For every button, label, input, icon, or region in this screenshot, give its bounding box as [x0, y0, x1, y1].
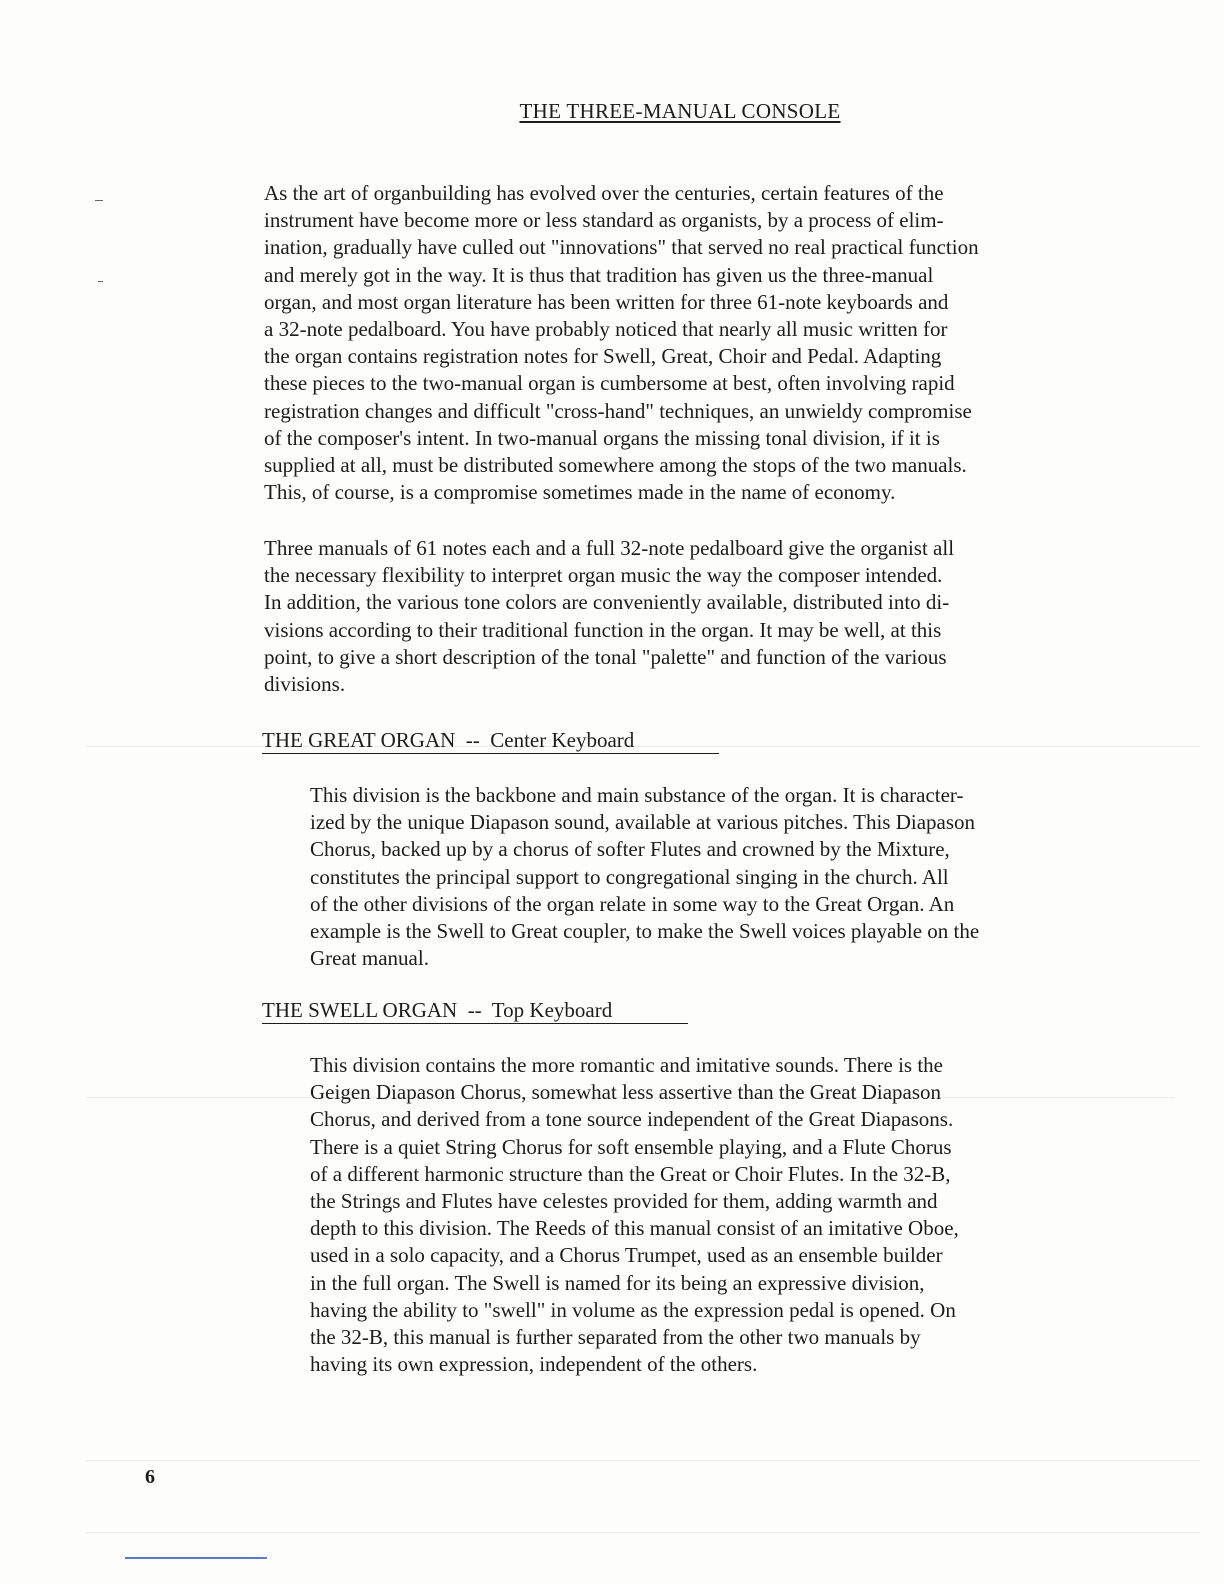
swell-organ-paragraph: [310, 1052, 959, 1378]
great-organ-line: Great manual.: [310, 946, 429, 971]
swell-organ-line: depth to this division. The Reeds of this manual consist of an imitative Oboe,: [310, 1216, 959, 1241]
swell-organ-line: There is a quiet String Chorus for soft ensemble playing, and a Flute Chorus: [310, 1134, 952, 1159]
blue-edge-rule: [125, 1557, 267, 1559]
second-paragraph-line: visions according to their traditional function in the organ. It may be well, at this: [264, 617, 942, 642]
intro-line: instrument have become more or less standard as organists, by a process of elim-: [264, 208, 944, 233]
great-organ-line: constitutes the principal support to congregational singing in the church. All: [310, 864, 949, 889]
great-organ-line: of the other divisions of the organ relate in some way to the Great Organ. An: [310, 891, 955, 916]
swell-organ-line: having its own expression, independent of the others.: [310, 1352, 758, 1377]
intro-line: a 32-note pedalboard. You have probably noticed that nearly all music written for: [264, 316, 948, 341]
faint-scan-line: [85, 1532, 1200, 1533]
margin-mark: [98, 281, 103, 282]
intro-line: these pieces to the two-manual organ is cumbersome at best, often involving rapid: [264, 371, 955, 396]
intro-paragraph: [264, 180, 979, 506]
swell-organ-line: This division contains the more romantic and imitative sounds. There is the: [310, 1053, 943, 1077]
page-title: THE THREE-MANUAL CONSOLE: [519, 99, 841, 123]
margin-mark: [95, 200, 103, 201]
swell-organ-line: used in a solo capacity, and a Chorus Trumpet, used as an ensemble builder: [310, 1243, 943, 1268]
swell-organ-line: the 32-B, this manual is further separated from the other two manuals by: [310, 1324, 921, 1349]
swell-organ-line: having the ability to "swell" in volume as the expression pedal is opened. On: [310, 1297, 956, 1322]
intro-line: supplied at all, must be distributed somewhere among the stops of the two manuals.: [264, 452, 967, 477]
intro-line: This, of course, is a compromise sometimes made in the name of economy.: [264, 480, 896, 505]
intro-line: registration changes and difficult "cross-hand" techniques, an unwieldy compromise: [264, 398, 972, 423]
swell-organ-line: Geigen Diapason Chorus, somewhat less assertive than the Great Diapason: [310, 1080, 942, 1105]
intro-line: organ, and most organ literature has been written for three 61-note keyboards and: [264, 289, 949, 314]
great-organ-line: example is the Swell to Great coupler, to make the Swell voices playable on the: [310, 918, 980, 943]
page-number: 6: [145, 1466, 155, 1488]
intro-line: ination, gradually have culled out "innovations" that served no real practical function: [264, 235, 979, 260]
swell-organ-line: Chorus, and derived from a tone source independent of the Great Diapasons.: [310, 1107, 954, 1132]
great-organ-line: Chorus, backed up by a chorus of softer Flutes and crowned by the Mixture,: [310, 837, 950, 862]
intro-line: the organ contains registration notes for Swell, Great, Choir and Pedal. Adapting: [264, 344, 942, 369]
second-paragraph-line: Three manuals of 61 notes each and a full 32-note pedalboard give the organist all: [264, 536, 955, 560]
second-paragraph-line: In addition, the various tone colors are conveniently available, distributed into di-: [264, 590, 950, 615]
great-organ-line: This division is the backbone and main substance of the organ. It is character-: [310, 783, 964, 807]
swell-organ-heading: THE SWELL ORGAN -- Top Keyboard: [262, 998, 688, 1024]
second-paragraph-line: the necessary flexibility to interpret organ music the way the composer intended.: [264, 563, 943, 588]
great-organ-line: ized by the unique Diapason sound, available at various pitches. This Diapason: [310, 810, 976, 835]
second-paragraph: [264, 535, 954, 698]
swell-organ-line: the Strings and Flutes have celestes provided for them, adding warmth and: [310, 1188, 938, 1213]
great-organ-heading: THE GREAT ORGAN -- Center Keyboard: [262, 728, 719, 754]
intro-line: of the composer's intent. In two-manual organs the missing tonal division, if it is: [264, 425, 940, 450]
intro-line: and merely got in the way. It is thus that tradition has given us the three-manual: [264, 262, 934, 287]
great-organ-paragraph: [310, 782, 979, 972]
intro-line: As the art of organbuilding has evolved over the centuries, certain features of the: [264, 181, 944, 205]
second-paragraph-line: divisions.: [264, 671, 346, 696]
second-paragraph-line: point, to give a short description of the tonal "palette" and function of the various: [264, 644, 947, 669]
swell-organ-line: in the full organ. The Swell is named for its being an expressive division,: [310, 1270, 925, 1295]
swell-organ-line: of a different harmonic structure than the Great or Choir Flutes. In the 32-B,: [310, 1161, 951, 1186]
faint-scan-line: [85, 1460, 1200, 1461]
